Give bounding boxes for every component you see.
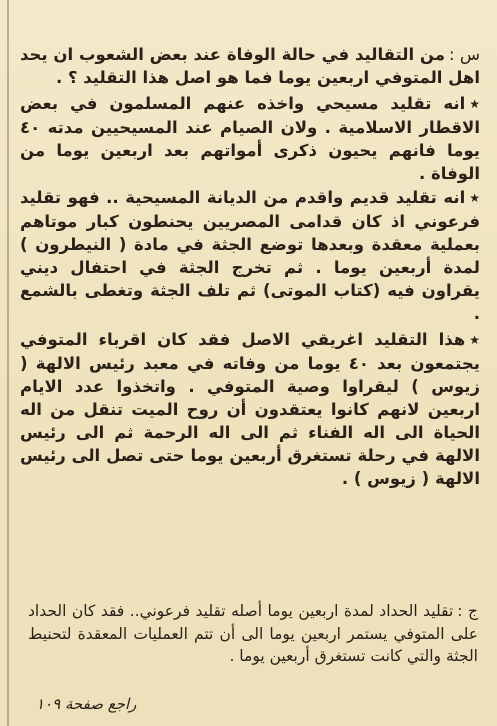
option-paragraph-2 — [20, 186, 480, 325]
page-edge-line — [7, 0, 9, 726]
option-paragraph-1 — [20, 92, 480, 185]
question-block — [20, 44, 480, 490]
question — [20, 44, 480, 89]
star-bullet-icon: ★ — [469, 333, 480, 347]
answer-label: ج : — [457, 602, 478, 620]
option-text-3: هذا التقليد اغريقي الاصل فقد كان اقرباء المتوفي يجتمعون بعد ٤٠ يوما من وفاته في معبد رئيس الالهة ( زيوس ) ليقراوا وصية المتوفي . واتخذوا عدد الايام اربعين لانهم كانوا يعتقدون أن روح الميت تنقل من اله الحياة الى اله الفناء ثم الى اله الرحمة ثم الى رئيس الالهة في رحلة تستغرق أربعين يوما حتى تصل الى رئيس الالهة ( زيوس ) . — [20, 330, 481, 488]
answer-block — [28, 600, 478, 668]
option-text-1: انه تقليد مسيحي واخذه عنهم المسلمون في بعض الاقطار الاسلامية . ولان الصيام عند المسيحيين مدته ٤٠ يوما فانهم يحيون ذكرى أمواتهم بعد اربعين يوما من الوفاة . — [20, 94, 480, 183]
option-paragraph-3 — [20, 328, 480, 490]
star-bullet-icon: ★ — [469, 191, 480, 205]
question-text: من التقاليد في حالة الوفاة عند بعض الشعوب ان يحد اهل المتوفي اربعين يوما فما هو اصل هذا التقليد ؟ . — [20, 45, 480, 87]
star-bullet-icon: ★ — [469, 97, 480, 111]
answer-text: تقليد الحداد لمدة اربعين يوما أصله تقليد فرعوني.. فقد كان الحداد على المتوفي يستمر اربعين يوما الى أن تتم العمليات المعقدة لتحنيط الجثة والتي كانت تستغرق أربعين يوما . — [28, 602, 478, 665]
page-reference: راجع صفحة ١٠٩ — [36, 695, 137, 713]
question-label: س : — [448, 45, 480, 64]
option-text-2: انه تقليد قديم واقدم من الديانة المسيحية .. فهو تقليد فرعوني اذ كان قدامى المصريين يحنطون كبار موتاهم بعملية معقدة وبعدها توضع الجثة في مادة ( النيطرون ) لمدة أربعين يوما . ثم تخرج الجثة في احتفال ديني يقراون فيه (كتاب الموتى) ثم تلف الجثة وتغطى بالشمع . — [20, 188, 480, 323]
